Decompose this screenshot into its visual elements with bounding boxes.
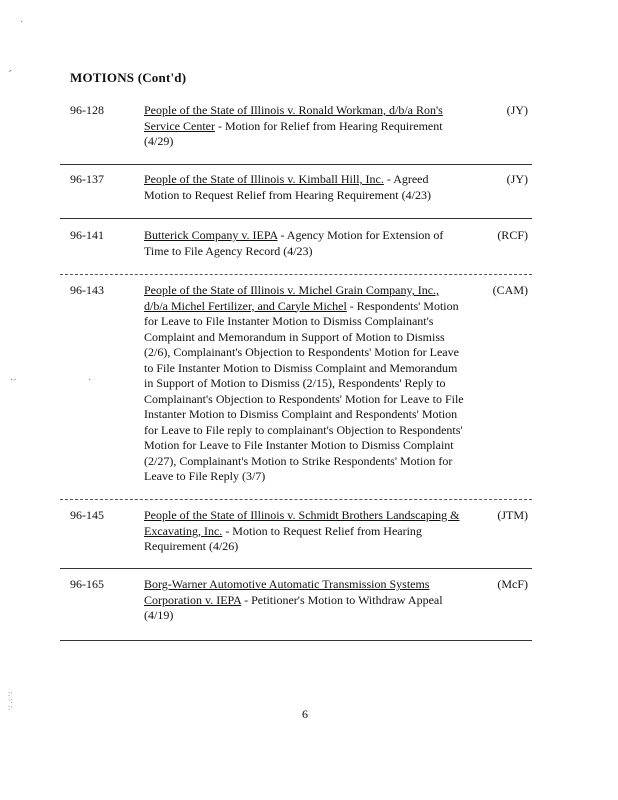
case-title: Borg-Warner Automotive Automatic Transmission Systems Corporation v. IEPA [144, 577, 430, 607]
case-title: People of the State of Illinois v. Ronald Workman, d/b/a Ron's Service Center [144, 103, 443, 133]
case-title: People of the State of Illinois v. Kimball Hill, Inc. [144, 172, 384, 186]
motion-description [144, 172, 464, 203]
page-number: 6 [302, 707, 308, 721]
motion-text: - Petitioner's Motion to Withdraw Appeal (4/19) [144, 592, 443, 622]
motion-text: - Agency Motion for Extension of Time to File Agency Record (4/23) [144, 228, 444, 258]
docket-number: 96-141 [70, 228, 104, 242]
motion-text: - Agreed Motion to Request Relief from Hearing Requirement (4/23) [144, 172, 431, 202]
entry-divider [60, 640, 532, 641]
case-title: People of the State of Illinois v. Schmidt Brothers Landscaping & Excavating, Inc. [144, 508, 460, 538]
hearing-officer-initials: (JY) [506, 172, 528, 186]
motion-description [144, 577, 464, 624]
motion-text: - Motion for Relief from Hearing Requirement (4/29) [144, 118, 443, 148]
docket-number: 96-137 [70, 172, 104, 186]
motion-text: - Motion to Request Relief from Hearing Requirement (4/26) [144, 523, 422, 553]
scan-speck: · [88, 375, 92, 386]
motion-description [144, 508, 464, 555]
scan-speck: ·· [10, 375, 17, 386]
scan-speck: :· ·: :· [8, 689, 13, 712]
entry-divider [60, 218, 532, 219]
docket-number: 96-143 [70, 283, 104, 297]
entry-divider [60, 274, 532, 275]
motion-text: - Respondents' Motion for Leave to File Instanter Motion to Dismiss Complainant's Complaint and Memorandum in Support of Motion to Dismiss (2/6), Complainant's Objection to Respondents' Motion for Leave to File Instanter Motion to Dismiss Complaint and Memorandum in Support of Motion to Dismiss (2/15), Respondents' Reply to Complainant's Objection to Respondents' Motion for Leave to File Instanter Motion to Dismiss Complaint and Respondents' Motion for Leave to File reply to complainant's Objection to Respondents' Motion for Leave to File Instanter Motion to Dismiss Complaint (2/27), Complainant's Motion to Strike Respondents' Motion for Leave to File Reply (3/7) [144, 298, 464, 483]
motion-description [144, 103, 464, 150]
hearing-officer-initials: (CAM) [492, 283, 528, 297]
docket-number: 96-145 [70, 508, 104, 522]
docket-number: 96-128 [70, 103, 104, 117]
hearing-officer-initials: (RCF) [497, 228, 528, 242]
entry-divider [60, 499, 532, 500]
case-title: Butterick Company v. IEPA [144, 228, 278, 242]
scan-speck: · [20, 17, 24, 28]
hearing-officer-initials: (JTM) [497, 508, 528, 522]
docket-number: 96-165 [70, 577, 104, 591]
hearing-officer-initials: (McF) [497, 577, 528, 591]
scan-speck: ˊ [8, 67, 13, 82]
entry-divider [60, 164, 532, 165]
motion-description [144, 228, 464, 259]
hearing-officer-initials: (JY) [506, 103, 528, 117]
case-title: People of the State of Illinois v. Michel Grain Company, Inc., d/b/a Michel Fertilizer, and Caryle Michel [144, 283, 440, 313]
motion-description [144, 283, 464, 485]
entry-divider [60, 568, 532, 569]
section-heading: MOTIONS (Cont'd) [70, 70, 187, 85]
